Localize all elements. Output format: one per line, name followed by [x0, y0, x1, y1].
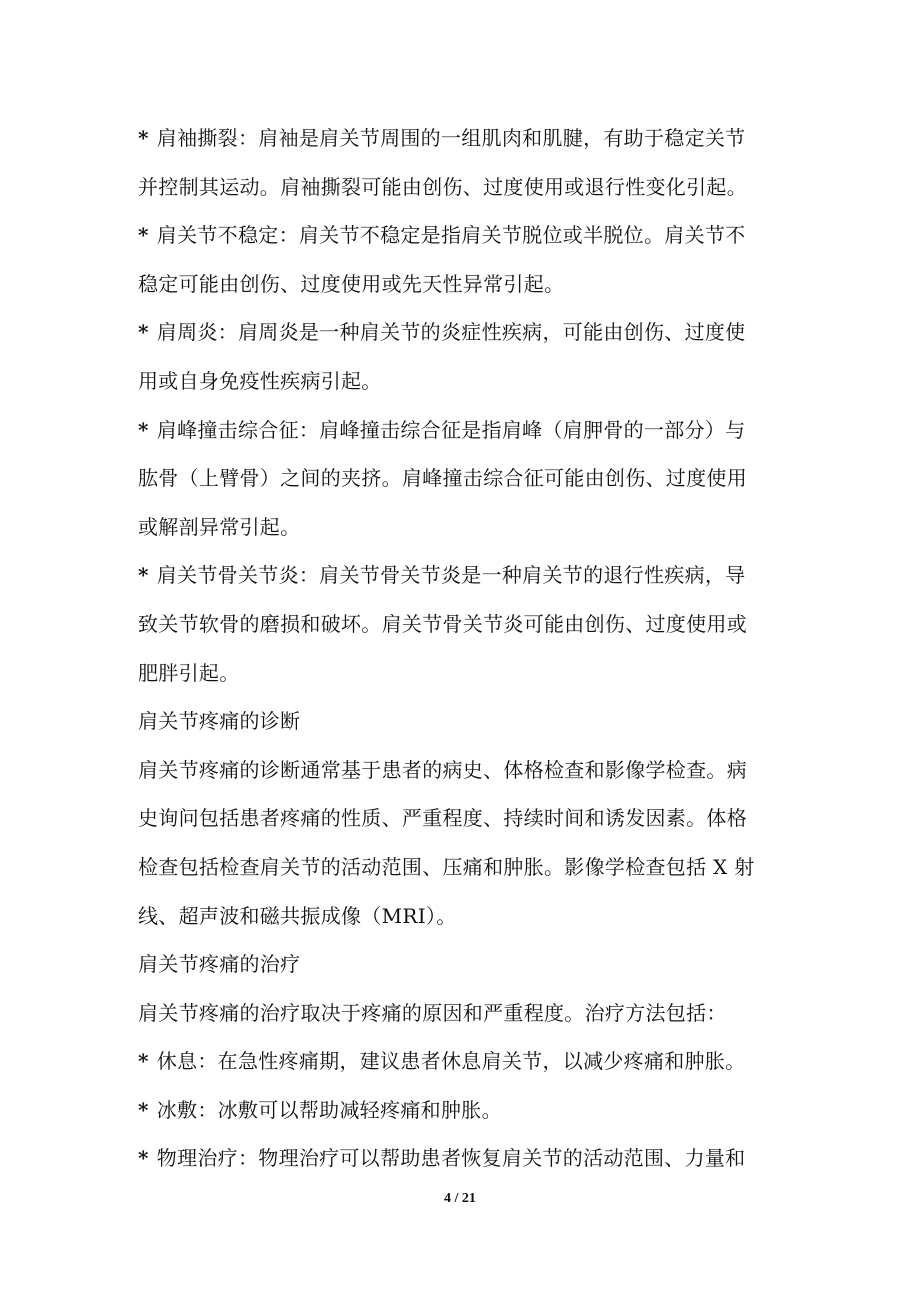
text-line	[138, 649, 788, 698]
line-text: 肩袖撕裂：肩袖是肩关节周围的一组肌肉和肌腱，有助于稳定关节	[156, 126, 746, 150]
text-line	[138, 843, 788, 892]
text-line	[138, 551, 788, 600]
line-text: 用或自身免疫性疾病引起。	[138, 368, 382, 393]
text-line	[138, 114, 788, 163]
line-text: 肩关节不稳定：肩关节不稳定是指肩关节脱位或半脱位。肩关节不	[156, 223, 746, 248]
line-text: 肩关节疼痛的治疗	[138, 952, 301, 977]
line-text: 致关节软骨的磨损和破坏。肩关节骨关节炎可能由创伤、过度使用或	[138, 611, 747, 636]
text-line	[138, 1086, 788, 1135]
line-text: 物理治疗：物理治疗可以帮助患者恢复肩关节的活动范围、力量和	[156, 1146, 746, 1171]
text-line	[138, 503, 788, 552]
bullet-mark: *	[138, 1146, 149, 1171]
text-line	[138, 746, 788, 795]
text-line	[138, 794, 788, 843]
text-line	[138, 163, 788, 212]
section-heading	[138, 940, 788, 989]
line-text: 并控制其运动。肩袖撕裂可能由创伤、过度使用或退行性变化引起。	[138, 174, 747, 199]
text-line	[138, 357, 788, 406]
bullet-mark: *	[138, 1049, 149, 1074]
text-line	[138, 308, 788, 357]
section-heading	[138, 697, 788, 746]
text-line	[138, 1134, 788, 1183]
line-text: 肩关节疼痛的诊断	[138, 709, 301, 734]
document-body	[138, 114, 788, 1183]
line-text: 肩周炎：肩周炎是一种肩关节的炎症性疾病，可能由创伤、过度使	[156, 320, 746, 345]
line-text: 线、超声波和磁共振成像（MRI）。	[138, 903, 457, 928]
line-text: 冰敷：冰敷可以帮助减轻疼痛和肿胀。	[156, 1097, 502, 1122]
bullet-mark: *	[138, 223, 149, 248]
bullet-mark: *	[138, 320, 149, 345]
text-line	[138, 406, 788, 455]
line-text: 史询问包括患者疼痛的性质、严重程度、持续时间和诱发因素。体格	[138, 806, 747, 831]
line-text: 休息：在急性疼痛期，建议患者休息肩关节，以减少疼痛和肿胀。	[156, 1049, 746, 1074]
bullet-mark: *	[138, 563, 149, 588]
line-text: 或解剖异常引起。	[138, 514, 301, 539]
bullet-mark: *	[138, 1097, 149, 1122]
text-line	[138, 260, 788, 309]
bullet-mark: *	[138, 417, 149, 442]
text-line	[138, 892, 788, 941]
line-text: 检查包括检查肩关节的活动范围、压痛和肿胀。影像学检查包括 X 射	[138, 854, 755, 879]
bullet-mark: *	[138, 126, 149, 150]
text-line	[138, 989, 788, 1038]
line-text: 肩关节骨关节炎：肩关节骨关节炎是一种肩关节的退行性疾病，导	[156, 563, 746, 588]
text-line	[138, 600, 788, 649]
line-text: 肩峰撞击综合征：肩峰撞击综合征是指肩峰（肩胛骨的一部分）与	[156, 417, 746, 442]
text-line	[138, 1037, 788, 1086]
line-text: 肩关节疼痛的治疗取决于疼痛的原因和严重程度。治疗方法包括：	[138, 1000, 727, 1025]
line-text: 肥胖引起。	[138, 660, 240, 685]
text-line	[138, 454, 788, 503]
page-number: 4 / 21	[444, 1191, 476, 1206]
line-text: 肩关节疼痛的诊断通常基于患者的病史、体格检查和影像学检查。病	[138, 757, 747, 782]
line-text: 肱骨（上臂骨）之间的夹挤。肩峰撞击综合征可能由创伤、过度使用	[138, 466, 747, 491]
text-line	[138, 211, 788, 260]
line-text: 稳定可能由创伤、过度使用或先天性异常引起。	[138, 271, 565, 296]
